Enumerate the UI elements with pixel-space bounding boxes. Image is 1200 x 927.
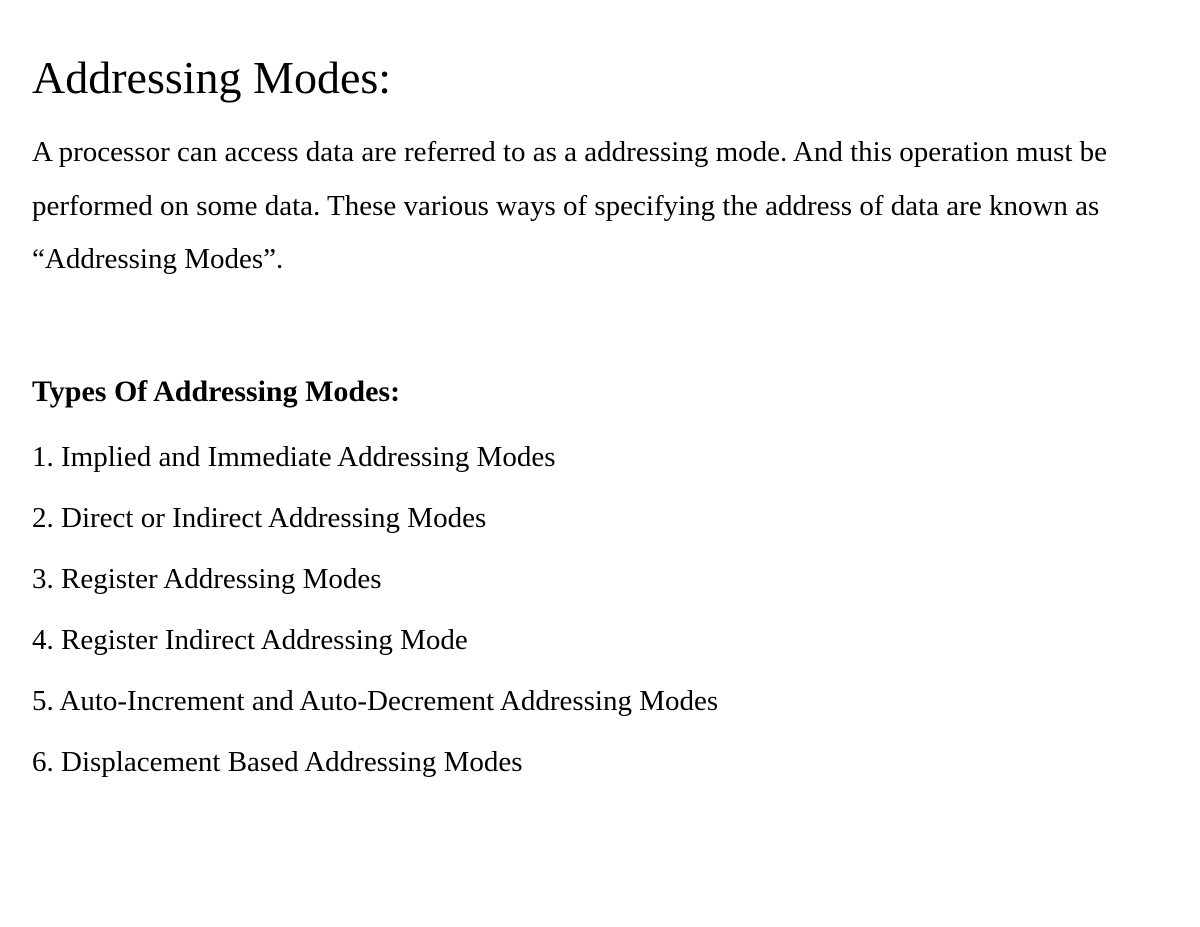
- list-item: 3. Register Addressing Modes: [32, 563, 382, 595]
- list-item: 4. Register Indirect Addressing Mode: [32, 624, 468, 656]
- list-item: 6. Displacement Based Addressing Modes: [32, 746, 523, 778]
- page-title: Addressing Modes:: [32, 52, 392, 103]
- addressing-modes-list: [32, 437, 718, 803]
- intro-paragraph: A processor can access data are referred to as a addressing mode. And this operation must be performed on some data. These various ways of specifying the address of data are known as “Addressing Modes”.: [32, 136, 1108, 275]
- types-heading: Types Of Addressing Modes:: [32, 375, 401, 408]
- list-item: 5. Auto-Increment and Auto-Decrement Addressing Modes: [32, 685, 719, 717]
- list-item: 1. Implied and Immediate Addressing Modes: [32, 441, 556, 473]
- list-item: 2. Direct or Indirect Addressing Modes: [32, 502, 487, 534]
